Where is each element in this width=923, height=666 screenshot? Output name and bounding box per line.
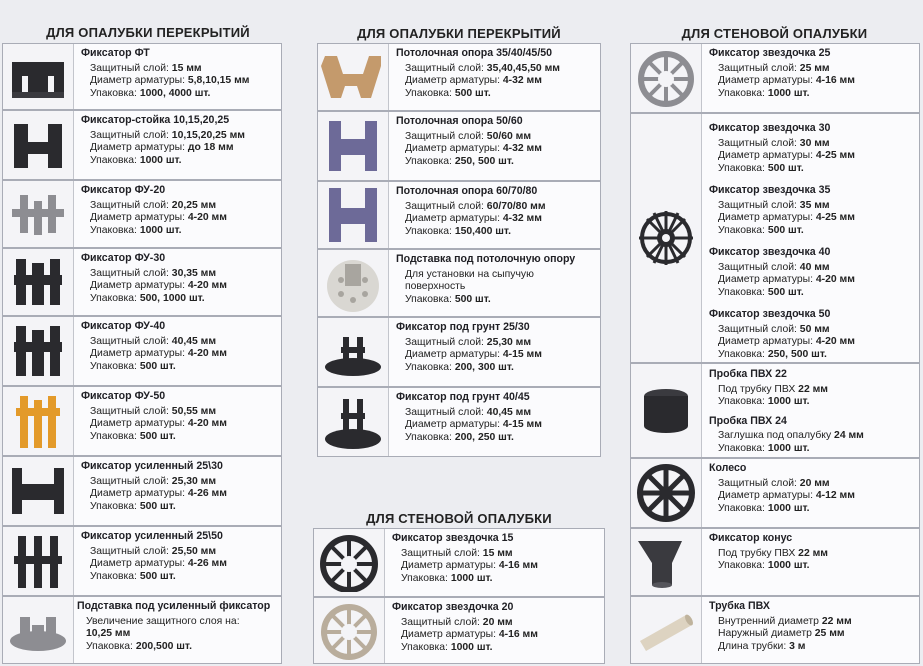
- product-photo: [3, 387, 74, 455]
- product-photo: [3, 249, 74, 315]
- spec-row: Защитный слой: 30 мм: [718, 137, 830, 149]
- fixator-fu-icon: [6, 253, 70, 311]
- product-title: Фиксатор звездочка 15: [392, 532, 514, 544]
- product-title: Потолочная опора 35/40/45/50: [396, 47, 553, 59]
- product-title: Потолочная опора 60/70/80: [396, 185, 538, 197]
- spec-row: Диаметр арматуры: 4-20 мм: [718, 336, 855, 347]
- spec-row: Диаметр арматуры: 5,8,10,15 мм: [90, 75, 250, 86]
- spec-row: Диаметр арматуры: 4-15 мм: [405, 419, 542, 430]
- spec-row: Упаковка: 1000, 4000 шт.: [90, 87, 211, 99]
- spec-row: Упаковка: 200,500 шт.: [86, 640, 192, 652]
- product-photo: [318, 44, 389, 110]
- spec-row: Наружный диаметр 25 мм: [718, 628, 845, 639]
- spec-row: Защитный слой: 20 мм: [401, 616, 513, 628]
- product-photo: [631, 114, 702, 362]
- spec-row: Защитный слой: 10,15,20,25 мм: [90, 129, 245, 141]
- fixator-fu-icon: [6, 185, 70, 243]
- spec-row: Упаковка: 1000 шт.: [401, 572, 493, 584]
- spec-row: Упаковка: 500 шт.: [718, 286, 804, 298]
- spec-row: Упаковка: 150,400 шт.: [405, 225, 511, 237]
- product-photo: [631, 44, 702, 112]
- product-title: Фиксатор ФТ: [81, 47, 150, 59]
- spec-row: Диаметр арматуры: 4-16 мм: [401, 629, 538, 640]
- product-photo: [3, 597, 74, 663]
- spec-row: Упаковка: 1000 шт.: [90, 154, 182, 166]
- spec-row: Защитный слой: 15 мм: [401, 547, 513, 559]
- spec-row: 10,25 мм: [86, 628, 131, 639]
- product-card: [313, 528, 605, 597]
- spec-row: Защитный слой: 20 мм: [718, 477, 830, 489]
- star-fixator-icon: [634, 209, 698, 267]
- product-card: [317, 181, 601, 249]
- star-fixator-icon: [317, 602, 381, 660]
- product-photo: [3, 317, 74, 385]
- spec-row: Диаметр арматуры: 4-16 мм: [718, 75, 855, 86]
- section-title: ДЛЯ СТЕНОВОЙ ОПАЛУБКИ: [681, 26, 868, 41]
- product-title: Фиксатор ФУ-50: [81, 390, 166, 402]
- product-photo: [3, 527, 74, 595]
- spec-row: Упаковка: 500 шт.: [90, 500, 176, 512]
- spec-row: Длина трубки: 3 м: [718, 640, 806, 652]
- product-photo: [318, 318, 389, 386]
- product-card: [2, 316, 282, 386]
- spec-row: Защитный слой: 50,55 мм: [90, 405, 217, 417]
- spec-row: Защитный слой: 25 мм: [718, 62, 830, 74]
- product-photo: [631, 597, 702, 663]
- product-title: Фиксатор-стойка 10,15,20,25: [81, 114, 230, 126]
- spec-row: Упаковка: 500 шт.: [718, 224, 804, 236]
- product-photo: [318, 182, 389, 248]
- spec-row: Защитный слой: 40,45 мм: [405, 406, 532, 418]
- product-photo: [318, 250, 389, 316]
- perforated-base-icon: [321, 254, 385, 312]
- product-title: Фиксатор конус: [709, 532, 793, 544]
- ceiling-support-icon: [321, 117, 385, 175]
- product-card: [2, 110, 282, 180]
- ground-fixator-icon: [321, 323, 385, 381]
- product-photo: [631, 364, 702, 457]
- spec-row: Упаковка: 1000 шт.: [718, 442, 810, 454]
- spec-row: Упаковка: 500 шт.: [718, 162, 804, 174]
- spec-row: Диаметр арматуры: 4-15 мм: [405, 349, 542, 360]
- product-title: Фиксатор звездочка 40: [709, 246, 831, 258]
- spec-row: Диаметр арматуры: 4-20 мм: [90, 212, 227, 223]
- spec-row: Упаковка: 1000 шт.: [718, 502, 810, 514]
- product-card: [2, 248, 282, 316]
- support-base-icon: [6, 601, 70, 659]
- product-title: Фиксатор звездочка 35: [709, 184, 831, 196]
- spec-row: Диаметр арматуры: 4-32 мм: [405, 213, 542, 224]
- fixator-fu-icon: [6, 392, 70, 450]
- spec-row: Под трубку ПВХ 22 мм: [718, 547, 828, 559]
- spec-row: Упаковка: 250, 500 шт.: [405, 155, 514, 167]
- spec-row: Диаметр арматуры: 4-32 мм: [405, 143, 542, 154]
- product-card: [630, 458, 920, 528]
- ceiling-support-icon: [321, 186, 385, 244]
- pvc-tube-icon: [634, 601, 698, 659]
- product-card: [630, 596, 920, 664]
- spec-row: Диаметр арматуры: 4-20 мм: [718, 274, 855, 285]
- spec-row: Защитный слой: 25,30 мм: [90, 475, 217, 487]
- fixator-ft-icon: [6, 48, 70, 106]
- ceiling-support-icon: [321, 48, 385, 106]
- product-card-group: [630, 113, 920, 363]
- product-title: Фиксатор под грунт 40/45: [396, 391, 530, 403]
- spec-row: Диаметр арматуры: 4-20 мм: [90, 418, 227, 429]
- spec-row: Диаметр арматуры: 4-20 мм: [90, 280, 227, 291]
- spec-row: Заглушка под опалубку 24 мм: [718, 430, 864, 441]
- product-card: [630, 528, 920, 596]
- spec-row: Упаковка: 200, 300 шт.: [405, 361, 514, 373]
- spec-row: Упаковка: 500, 1000 шт.: [90, 292, 205, 304]
- product-card: [2, 386, 282, 456]
- spec-row: Упаковка: 500 шт.: [90, 430, 176, 442]
- product-card: [2, 456, 282, 526]
- product-title: Фиксатор звездочка 20: [392, 601, 514, 613]
- spec-row: Защитный слой: 50 мм: [718, 323, 830, 335]
- product-photo: [3, 111, 74, 179]
- spec-row: Упаковка: 500 шт.: [405, 293, 491, 305]
- product-title: Пробка ПВХ 22: [709, 368, 787, 380]
- product-title: Трубка ПВХ: [709, 600, 770, 612]
- section-title: ДЛЯ ОПАЛУБКИ ПЕРЕКРЫТИЙ: [357, 26, 561, 41]
- product-title: Подставка под потолочную опору: [396, 253, 576, 265]
- product-title: Фиксатор звездочка 25: [709, 47, 831, 59]
- product-title: Фиксатор звездочка 30: [709, 122, 831, 134]
- spec-row: Увеличение защитного слоя на:: [86, 615, 240, 627]
- spec-row: Диаметр арматуры: 4-20 мм: [90, 348, 227, 359]
- spec-row: Упаковка: 500 шт.: [90, 360, 176, 372]
- product-photo: [318, 112, 389, 180]
- product-title: Потолочная опора 50/60: [396, 115, 523, 127]
- product-photo: [631, 459, 702, 527]
- spec-row: Диаметр арматуры: 4-25 мм: [718, 212, 855, 223]
- spec-row: Диаметр арматуры: 4-26 мм: [90, 558, 227, 569]
- product-photo: [3, 457, 74, 525]
- cone-fixator-icon: [634, 533, 698, 591]
- spec-row: Защитный слой: 25,30 мм: [405, 336, 532, 348]
- product-card: [317, 111, 601, 181]
- product-card: [317, 43, 601, 111]
- spec-row: Защитный слой: 50/60 мм: [405, 130, 532, 142]
- spec-row: Диаметр арматуры: 4-25 мм: [718, 150, 855, 161]
- product-title: Подставка под усиленный фиксатор: [77, 600, 271, 612]
- spec-row: Защитный слой: 25,50 мм: [90, 545, 217, 557]
- spec-row: Защитный слой: 30,35 мм: [90, 267, 217, 279]
- star-fixator-icon: [317, 534, 381, 592]
- product-card-group: [630, 363, 920, 458]
- product-title: Фиксатор ФУ-30: [81, 252, 166, 264]
- product-photo: [3, 44, 74, 109]
- product-card: [2, 180, 282, 248]
- product-title: Фиксатор под грунт 25/30: [396, 321, 530, 333]
- spec-row: Упаковка: 1000 шт.: [718, 87, 810, 99]
- product-photo: [3, 181, 74, 247]
- spec-row: Защитный слой: 35,40,45,50 мм: [405, 62, 560, 74]
- spec-row: Для установки на сыпучую поверхность: [405, 268, 534, 292]
- product-photo: [318, 388, 389, 456]
- product-title: Фиксатор звездочка 50: [709, 308, 831, 320]
- product-card: [2, 596, 282, 664]
- spec-row: Защитный слой: 35 мм: [718, 199, 830, 211]
- spec-row: Внутренний диаметр 22 мм: [718, 615, 852, 627]
- product-card: [2, 526, 282, 596]
- spec-row: Защитный слой: 20,25 мм: [90, 199, 217, 211]
- pvc-plug-icon: [634, 382, 698, 440]
- spec-row: Упаковка: 1000 шт.: [718, 396, 810, 407]
- fixator-fu-icon: [6, 322, 70, 380]
- spec-row: Упаковка: 1000 шт.: [90, 224, 182, 236]
- product-card: [313, 597, 605, 664]
- product-card: [317, 317, 601, 387]
- section-title: ДЛЯ ОПАЛУБКИ ПЕРЕКРЫТИЙ: [46, 25, 250, 40]
- product-card: [630, 43, 920, 113]
- spec-row: Диаметр арматуры: 4-16 мм: [401, 560, 538, 571]
- spec-row: Упаковка: 250, 500 шт.: [718, 348, 827, 360]
- spec-row: Упаковка: 200, 250 шт.: [405, 431, 514, 443]
- product-card: [317, 387, 601, 457]
- spec-row: Диаметр арматуры: 4-12 мм: [718, 490, 855, 501]
- spec-row: Защитный слой: 15 мм: [90, 62, 202, 74]
- product-photo: [631, 529, 702, 595]
- star-fixator-icon: [634, 49, 698, 107]
- product-title: Фиксатор ФУ-20: [81, 184, 166, 196]
- reinforced-fixator-icon: [6, 532, 70, 590]
- section-title-wall: ДЛЯ СТЕНОВОЙ ОПАЛУБКИ: [366, 511, 552, 526]
- spec-row: Упаковка: 1000 шт.: [718, 560, 810, 571]
- spec-row: Под трубку ПВХ 22 мм: [718, 383, 828, 395]
- spec-row: Диаметр арматуры: 4-26 мм: [90, 488, 227, 499]
- spec-row: Защитный слой: 40 мм: [718, 261, 830, 273]
- fixator-stand-icon: [6, 116, 70, 174]
- product-title: Фиксатор усиленный 25\30: [81, 460, 223, 472]
- product-title: Фиксатор усиленный 25\50: [81, 530, 223, 542]
- product-card: [2, 43, 282, 110]
- product-photo: [314, 529, 385, 596]
- reinforced-fixator-icon: [6, 462, 70, 520]
- spec-row: Упаковка: 500 шт.: [90, 570, 176, 582]
- spec-row: Диаметр арматуры: 4-32 мм: [405, 75, 542, 86]
- product-card: [317, 249, 601, 317]
- ground-fixator-icon: [321, 393, 385, 451]
- product-title: Колесо: [709, 462, 747, 474]
- product-title: Пробка ПВХ 24: [709, 414, 787, 427]
- spec-row: Упаковка: 1000 шт.: [401, 641, 493, 653]
- spec-row: Диаметр арматуры: до 18 мм: [90, 142, 234, 153]
- spec-row: Защитный слой: 40,45 мм: [90, 335, 217, 347]
- wheel-icon: [634, 464, 698, 522]
- product-photo: [314, 598, 385, 663]
- spec-row: Упаковка: 500 шт.: [405, 87, 491, 99]
- spec-row: Защитный слой: 60/70/80 мм: [405, 200, 546, 212]
- product-title: Фиксатор ФУ-40: [81, 320, 166, 332]
